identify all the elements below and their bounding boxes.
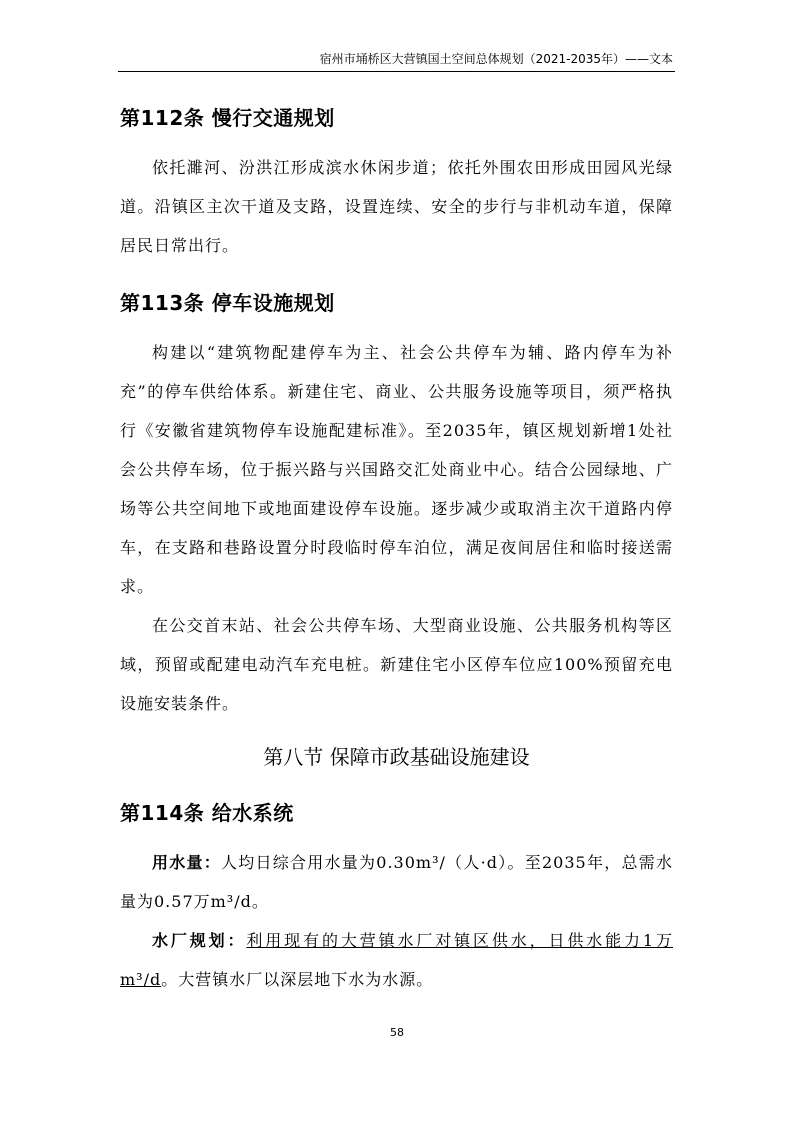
page-number: 58 bbox=[390, 1026, 404, 1039]
water-use-label: 用水量： bbox=[152, 853, 222, 872]
body-paragraph: 依托濉河、汾洪江形成滨水休闲步道；依托外围农田形成田园风光绿道。沿镇区主次干道及支路，设置连续、安全的步行与非机动车道，保障居民日常出行。 bbox=[120, 158, 673, 255]
water-use-text: 人均日综合用水量为0.30m³/（人·d）。至2035年，总需水量为0.57万m³/d。 bbox=[120, 853, 673, 911]
running-header: 宿州市埇桥区大营镇国土空间总体规划（2021-2035年）——文本 bbox=[319, 52, 673, 66]
section-title: 第八节 保障市政基础设施建设 bbox=[263, 745, 530, 769]
water-plant-label: 水厂规划： bbox=[152, 931, 247, 950]
page-body bbox=[120, 98, 673, 999]
header-divider bbox=[118, 71, 675, 72]
body-paragraph: 在公交首末站、社会公共停车场、大型商业设施、公共服务机构等区域，预留或配建电动汽车充电桩。新建住宅小区停车位应100%预留充电设施安装条件。 bbox=[120, 616, 673, 713]
water-plant-text: 。大营镇水厂以深层地下水为水源。 bbox=[161, 970, 434, 989]
body-paragraph: 构建以“建筑物配建停车为主、社会公共停车为辅、路内停车为补充”的停车供给体系。新建住宅、商业、公共服务设施等项目，须严格执行《安徽省建筑物停车设施配建标准》。至2035年，镇区规划新增1处社会公共停车场，位于振兴路与兴国路交汇处商业中心。结合公园绿地、广场等公共空间地下或地面建设停车设施。逐步减少或取消主次干道路内停车，在支路和巷路设置分时段临时停车泊位，满足夜间居住和临时接送需求。 bbox=[120, 343, 673, 596]
article-heading: 第114条 给水系统 bbox=[120, 801, 294, 825]
article-heading: 第113条 停车设施规划 bbox=[120, 291, 335, 315]
article-heading: 第112条 慢行交通规划 bbox=[120, 106, 335, 130]
article-113 bbox=[120, 283, 673, 723]
water-plant-paragraph bbox=[120, 921, 673, 999]
water-plant-underlined-text: 利用现有的大营镇水厂对镇区供水，日供水能力1万m³/d bbox=[120, 931, 673, 989]
article-114 bbox=[120, 793, 673, 999]
article-112 bbox=[120, 98, 673, 265]
water-use-paragraph bbox=[120, 843, 673, 921]
